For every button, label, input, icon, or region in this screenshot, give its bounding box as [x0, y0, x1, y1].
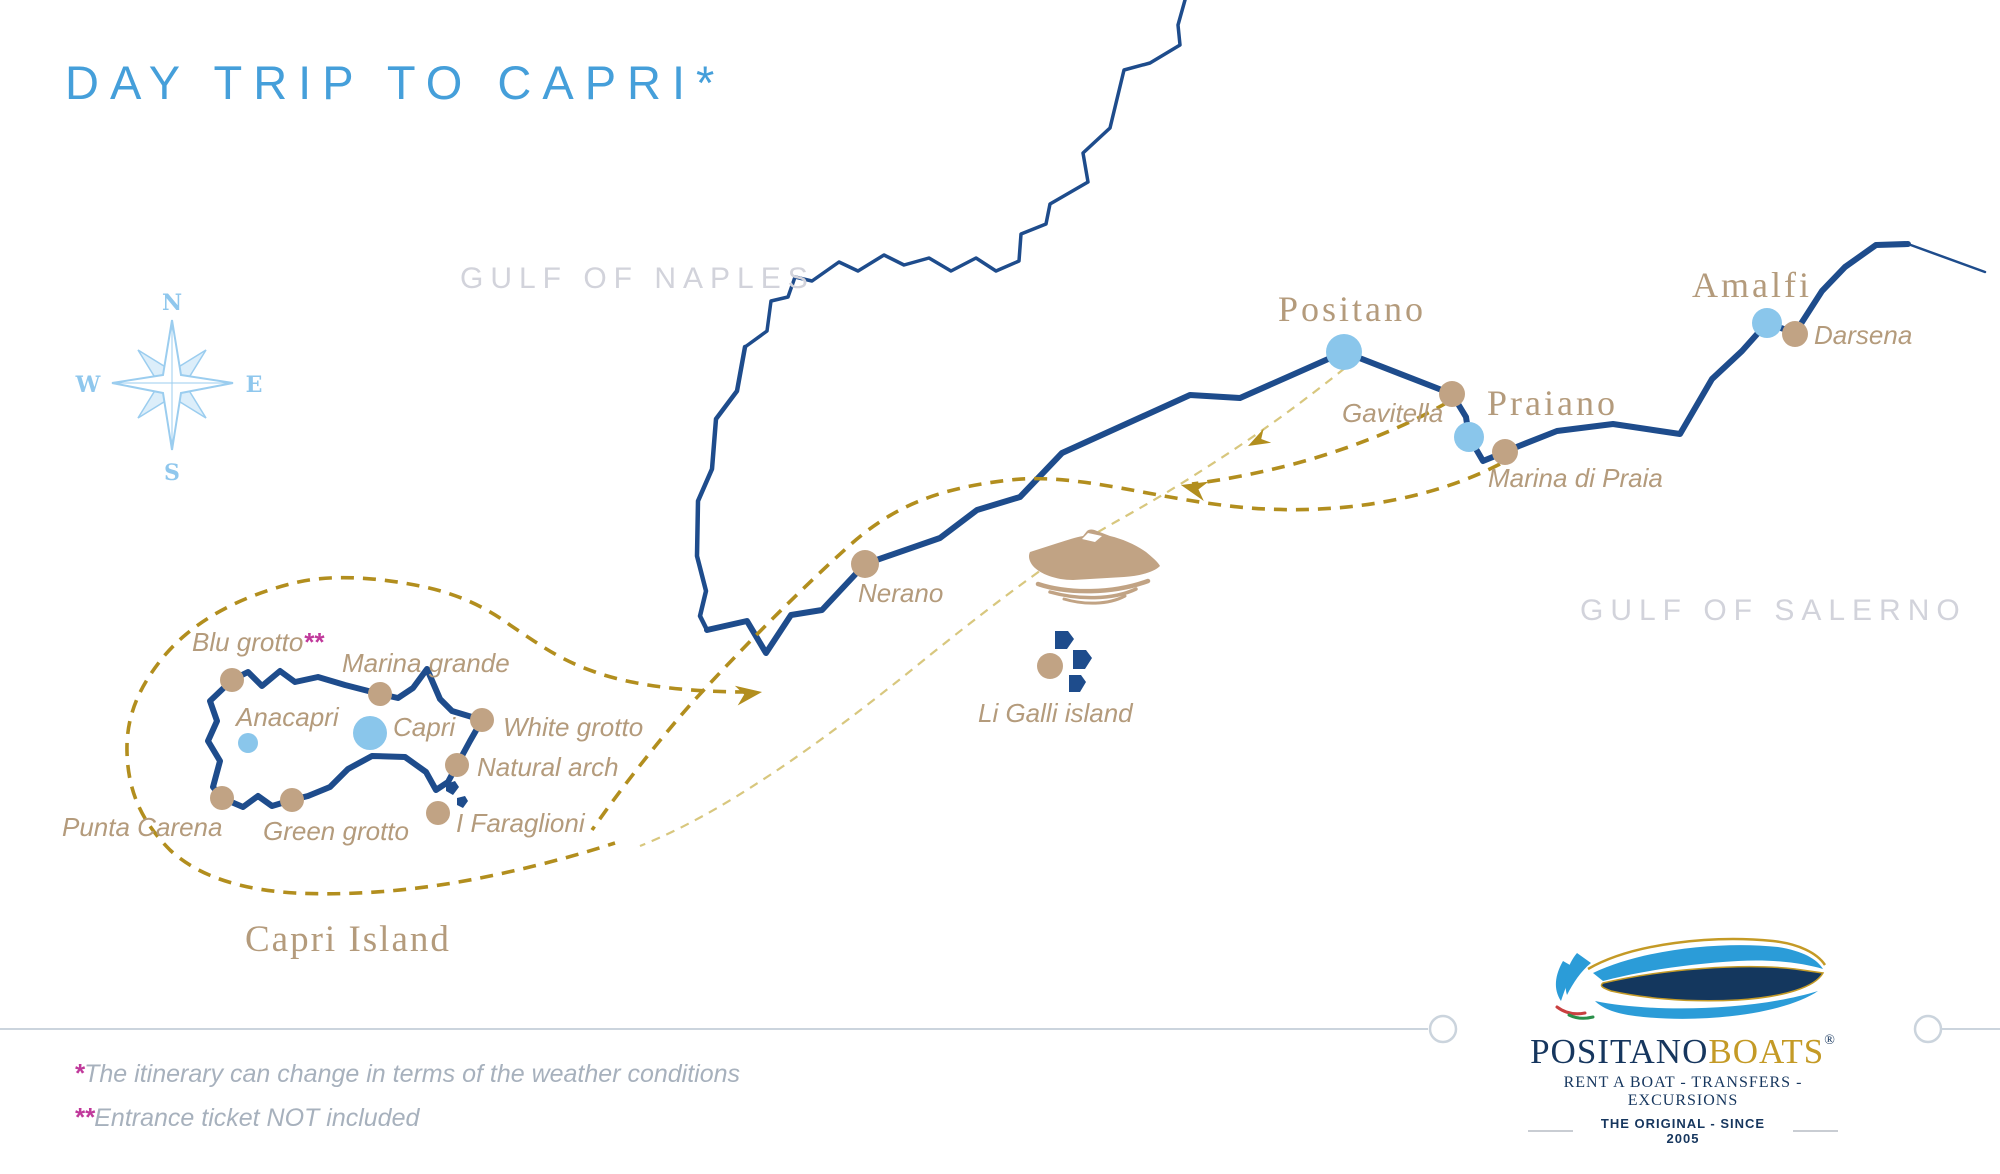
gavitella-label: Gavitella: [1342, 398, 1444, 428]
town-dots: [238, 308, 1782, 753]
capri-dot: [353, 716, 387, 750]
natural-arch-dot: [445, 753, 469, 777]
route-arrow-southwest-thick: [1179, 475, 1209, 501]
blu-grotto-asterisks: **: [303, 627, 324, 657]
footnote-weather-text: The itinerary can change in terms of the weather conditions: [84, 1060, 741, 1088]
logo-since-text: THE ORIGINAL - SINCE 2005: [1600, 1115, 1766, 1146]
footnote-ticket-text: Entrance ticket NOT included: [94, 1104, 420, 1132]
praiano-dot: [1454, 422, 1484, 452]
route-arrow-return-east: [735, 682, 764, 705]
logo-boat-icon: [1533, 933, 1833, 1029]
compass-east-label: E: [245, 372, 263, 398]
capri-island-label: Capri Island: [245, 919, 451, 960]
positano-dot: [1326, 334, 1362, 370]
route-from-positano: [640, 368, 1345, 846]
blu-grotto-dot: [220, 668, 244, 692]
divider-circle-right: [1915, 1016, 1941, 1042]
li-galli-label: Li Galli island: [978, 698, 1133, 728]
footnote-weather: [74, 1058, 740, 1089]
since-rule-left: [1528, 1130, 1573, 1132]
logo-brand-positano: POSITANO: [1530, 1032, 1709, 1071]
compass-south-label: S: [164, 460, 180, 486]
amalfi-label: Amalfi: [1692, 265, 1812, 305]
compass-north-label: N: [161, 290, 183, 316]
li-galli-dot: [1037, 653, 1063, 679]
since-rule-right: [1793, 1130, 1838, 1132]
anacapri-label: Anacapri: [236, 702, 339, 732]
darsena-label: Darsena: [1814, 320, 1913, 350]
blu-grotto-text: Blu grotto: [192, 627, 304, 657]
green-grotto-label: Green grotto: [263, 816, 409, 846]
footnote-weather-asterisk: *: [74, 1058, 85, 1088]
boat-icon: [1029, 530, 1160, 604]
green-grotto-dot: [280, 788, 304, 812]
divider-circle-left: [1430, 1016, 1456, 1042]
white-grotto-dot: [470, 708, 494, 732]
nerano-label: Nerano: [858, 578, 944, 608]
marina-grande-dot: [368, 682, 392, 706]
gulf-of-salerno-label: GULF OF SALERNO: [1580, 594, 1967, 627]
positano-boats-logo: [1528, 933, 1838, 1146]
logo-brand-boats: BOATS: [1708, 1032, 1825, 1071]
marina-di-praia-dot: [1492, 439, 1518, 465]
logo-since-line: [1528, 1116, 1838, 1146]
footnote-ticket: [74, 1102, 419, 1133]
capri-label: Capri: [393, 712, 456, 742]
marina-grande-label: Marina grande: [342, 648, 510, 678]
blu-grotto-label: [192, 627, 324, 658]
nerano-dot: [851, 550, 879, 578]
darsena-dot: [1782, 321, 1808, 347]
coastline-peninsula: [697, 347, 745, 630]
i-faraglioni-dot: [426, 801, 450, 825]
faraglioni-rocks-icon: [446, 781, 468, 808]
white-grotto-label: White grotto: [503, 712, 644, 742]
footnote-ticket-asterisks: **: [74, 1102, 95, 1132]
compass-rose: [75, 290, 263, 486]
marina-di-praia-label: Marina di Praia: [1488, 463, 1663, 493]
route-arrow-southwest-thin: [1244, 429, 1271, 453]
coastline-tail: [1908, 244, 1985, 272]
natural-arch-label: Natural arch: [477, 752, 619, 782]
logo-brand-line: [1528, 1034, 1838, 1071]
route-from-marina-di-praia: [592, 464, 1500, 830]
positano-label: Positano: [1278, 289, 1427, 329]
i-faraglioni-label: I Faraglioni: [456, 808, 585, 838]
punta-carena-label: Punta Carena: [62, 812, 223, 842]
registered-mark: ®: [1824, 1033, 1836, 1048]
logo-tagline: RENT A BOAT - TRANSFERS - EXCURSIONS: [1563, 1073, 1803, 1109]
amalfi-dot: [1752, 308, 1782, 338]
page-title: DAY TRIP TO CAPRI*: [65, 56, 726, 109]
punta-carena-dot: [210, 786, 234, 810]
gulf-of-naples-label: GULF OF NAPLES: [460, 262, 815, 295]
praiano-label: Praiano: [1487, 383, 1618, 423]
anacapri-dot: [238, 733, 258, 753]
compass-west-label: W: [75, 372, 101, 398]
